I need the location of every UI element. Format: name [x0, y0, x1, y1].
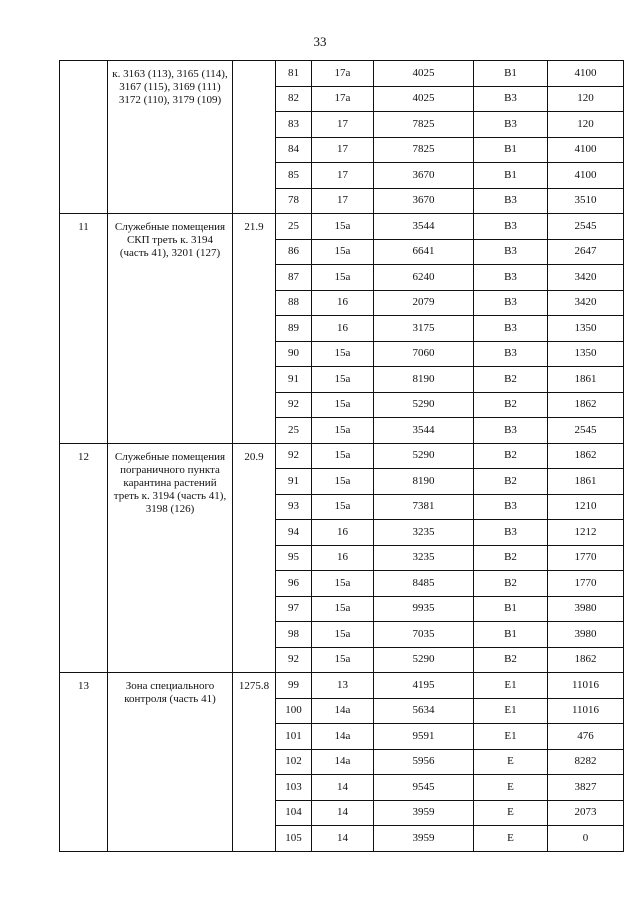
distance-cell: 8190: [374, 367, 474, 393]
distance-cell: 4025: [374, 61, 474, 87]
value-cell: 1212: [548, 520, 624, 546]
category-cell: В3: [474, 520, 548, 546]
point-number-cell: 93: [276, 494, 312, 520]
point-number-cell: 104: [276, 800, 312, 826]
point-number-cell: 87: [276, 265, 312, 291]
distance-cell: 6240: [374, 265, 474, 291]
room-class-cell: 14а: [312, 724, 374, 750]
category-cell: В2: [474, 367, 548, 393]
point-number-cell: 25: [276, 214, 312, 240]
category-cell: Е: [474, 826, 548, 852]
point-number-cell: 81: [276, 61, 312, 87]
table-row: [60, 61, 624, 87]
category-cell: В3: [474, 290, 548, 316]
category-cell: В3: [474, 239, 548, 265]
room-class-cell: 15а: [312, 392, 374, 418]
category-cell: В2: [474, 545, 548, 571]
group-area: [233, 61, 276, 214]
room-class-cell: 15а: [312, 214, 374, 240]
category-cell: В3: [474, 86, 548, 112]
distance-cell: 5290: [374, 392, 474, 418]
table-row: [60, 443, 624, 469]
distance-cell: 2079: [374, 290, 474, 316]
group-index: 13: [60, 673, 108, 852]
category-cell: Е1: [474, 724, 548, 750]
room-class-cell: 15а: [312, 596, 374, 622]
room-class-cell: 17а: [312, 61, 374, 87]
room-class-cell: 14а: [312, 749, 374, 775]
distance-cell: 7035: [374, 622, 474, 648]
group-area: 1275.8: [233, 673, 276, 852]
group-description: Служебные помещения пограничного пункта карантина растений треть к. 3194 (часть 41), 3198 (126): [108, 443, 233, 673]
category-cell: В2: [474, 469, 548, 495]
value-cell: 1210: [548, 494, 624, 520]
category-cell: В1: [474, 163, 548, 189]
category-cell: Е: [474, 775, 548, 801]
group-area: 21.9: [233, 214, 276, 444]
value-cell: 3980: [548, 596, 624, 622]
point-number-cell: 99: [276, 673, 312, 699]
category-cell: В3: [474, 112, 548, 138]
group-area: 20.9: [233, 443, 276, 673]
value-cell: 1862: [548, 392, 624, 418]
point-number-cell: 103: [276, 775, 312, 801]
value-cell: 3420: [548, 265, 624, 291]
category-cell: В3: [474, 494, 548, 520]
value-cell: 1770: [548, 545, 624, 571]
value-cell: 2073: [548, 800, 624, 826]
category-cell: В1: [474, 61, 548, 87]
table-row: [60, 673, 624, 699]
room-class-cell: 13: [312, 673, 374, 699]
value-cell: 11016: [548, 698, 624, 724]
category-cell: Е: [474, 749, 548, 775]
value-cell: 0: [548, 826, 624, 852]
room-class-cell: 15а: [312, 494, 374, 520]
point-number-cell: 83: [276, 112, 312, 138]
point-number-cell: 94: [276, 520, 312, 546]
category-cell: В1: [474, 622, 548, 648]
distance-cell: 3544: [374, 418, 474, 444]
point-number-cell: 95: [276, 545, 312, 571]
point-number-cell: 89: [276, 316, 312, 342]
category-cell: В3: [474, 265, 548, 291]
page-number: 33: [313, 34, 327, 49]
room-class-cell: 15а: [312, 443, 374, 469]
point-number-cell: 25: [276, 418, 312, 444]
point-number-cell: 96: [276, 571, 312, 597]
value-cell: 1862: [548, 647, 624, 673]
room-class-cell: 16: [312, 290, 374, 316]
room-class-cell: 15а: [312, 341, 374, 367]
point-number-cell: 78: [276, 188, 312, 214]
room-class-cell: 17а: [312, 86, 374, 112]
distance-cell: 4195: [374, 673, 474, 699]
distance-cell: 7825: [374, 137, 474, 163]
category-cell: В3: [474, 418, 548, 444]
point-number-cell: 88: [276, 290, 312, 316]
value-cell: 1861: [548, 469, 624, 495]
value-cell: 11016: [548, 673, 624, 699]
zones-table-body: [60, 61, 624, 852]
room-class-cell: 14: [312, 775, 374, 801]
room-class-cell: 14а: [312, 698, 374, 724]
point-number-cell: 100: [276, 698, 312, 724]
distance-cell: 8190: [374, 469, 474, 495]
value-cell: 3510: [548, 188, 624, 214]
room-class-cell: 16: [312, 520, 374, 546]
group-description: к. 3163 (113), 3165 (114), 3167 (115), 3169 (111) 3172 (110), 3179 (109): [108, 61, 233, 214]
value-cell: 1862: [548, 443, 624, 469]
category-cell: В1: [474, 596, 548, 622]
table-row: [60, 214, 624, 240]
value-cell: 476: [548, 724, 624, 750]
distance-cell: 3544: [374, 214, 474, 240]
distance-cell: 3959: [374, 826, 474, 852]
category-cell: Е1: [474, 673, 548, 699]
value-cell: 2545: [548, 418, 624, 444]
category-cell: Е1: [474, 698, 548, 724]
point-number-cell: 91: [276, 469, 312, 495]
point-number-cell: 97: [276, 596, 312, 622]
group-index: 12: [60, 443, 108, 673]
point-number-cell: 92: [276, 392, 312, 418]
distance-cell: 7381: [374, 494, 474, 520]
distance-cell: 3175: [374, 316, 474, 342]
value-cell: 120: [548, 86, 624, 112]
room-class-cell: 15а: [312, 239, 374, 265]
group-description: Служебные помещения СКП треть к. 3194 (часть 41), 3201 (127): [108, 214, 233, 444]
point-number-cell: 91: [276, 367, 312, 393]
room-class-cell: 15а: [312, 571, 374, 597]
value-cell: 3827: [548, 775, 624, 801]
category-cell: Е: [474, 800, 548, 826]
room-class-cell: 17: [312, 188, 374, 214]
value-cell: 1350: [548, 341, 624, 367]
point-number-cell: 92: [276, 443, 312, 469]
room-class-cell: 17: [312, 137, 374, 163]
distance-cell: 3235: [374, 520, 474, 546]
value-cell: 4100: [548, 163, 624, 189]
distance-cell: 3670: [374, 163, 474, 189]
distance-cell: 7825: [374, 112, 474, 138]
point-number-cell: 105: [276, 826, 312, 852]
distance-cell: 8485: [374, 571, 474, 597]
point-number-cell: 92: [276, 647, 312, 673]
distance-cell: 5634: [374, 698, 474, 724]
category-cell: В1: [474, 137, 548, 163]
room-class-cell: 15а: [312, 367, 374, 393]
point-number-cell: 102: [276, 749, 312, 775]
room-class-cell: 15а: [312, 418, 374, 444]
distance-cell: 3959: [374, 800, 474, 826]
room-class-cell: 15а: [312, 265, 374, 291]
room-class-cell: 15а: [312, 622, 374, 648]
room-class-cell: 15а: [312, 469, 374, 495]
distance-cell: 6641: [374, 239, 474, 265]
room-class-cell: 16: [312, 316, 374, 342]
distance-cell: 4025: [374, 86, 474, 112]
value-cell: 3980: [548, 622, 624, 648]
category-cell: В2: [474, 571, 548, 597]
value-cell: 1861: [548, 367, 624, 393]
distance-cell: 7060: [374, 341, 474, 367]
value-cell: 1770: [548, 571, 624, 597]
point-number-cell: 90: [276, 341, 312, 367]
value-cell: 2647: [548, 239, 624, 265]
value-cell: 1350: [548, 316, 624, 342]
category-cell: В2: [474, 392, 548, 418]
distance-cell: 5290: [374, 647, 474, 673]
group-index: 11: [60, 214, 108, 444]
category-cell: В3: [474, 188, 548, 214]
distance-cell: 5290: [374, 443, 474, 469]
value-cell: 120: [548, 112, 624, 138]
point-number-cell: 82: [276, 86, 312, 112]
category-cell: В2: [474, 443, 548, 469]
category-cell: В3: [474, 341, 548, 367]
value-cell: 4100: [548, 61, 624, 87]
room-class-cell: 16: [312, 545, 374, 571]
distance-cell: 5956: [374, 749, 474, 775]
distance-cell: 3235: [374, 545, 474, 571]
point-number-cell: 101: [276, 724, 312, 750]
distance-cell: 3670: [374, 188, 474, 214]
room-class-cell: 15а: [312, 647, 374, 673]
value-cell: 4100: [548, 137, 624, 163]
point-number-cell: 98: [276, 622, 312, 648]
room-class-cell: 14: [312, 826, 374, 852]
category-cell: В3: [474, 214, 548, 240]
room-class-cell: 14: [312, 800, 374, 826]
value-cell: 2545: [548, 214, 624, 240]
group-index: [60, 61, 108, 214]
point-number-cell: 84: [276, 137, 312, 163]
distance-cell: 9935: [374, 596, 474, 622]
zones-table: [59, 60, 624, 852]
point-number-cell: 85: [276, 163, 312, 189]
distance-cell: 9591: [374, 724, 474, 750]
room-class-cell: 17: [312, 163, 374, 189]
room-class-cell: 17: [312, 112, 374, 138]
group-description: Зона специального контроля (часть 41): [108, 673, 233, 852]
value-cell: 8282: [548, 749, 624, 775]
point-number-cell: 86: [276, 239, 312, 265]
category-cell: В3: [474, 316, 548, 342]
category-cell: В2: [474, 647, 548, 673]
value-cell: 3420: [548, 290, 624, 316]
distance-cell: 9545: [374, 775, 474, 801]
